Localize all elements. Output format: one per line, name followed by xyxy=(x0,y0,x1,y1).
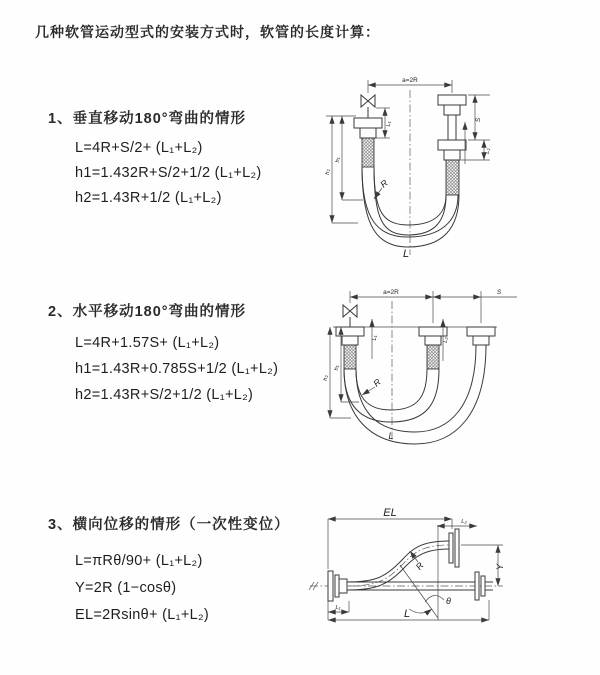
dim-label-el: EL xyxy=(383,507,397,519)
dim-el xyxy=(328,507,452,569)
dim-label-r: R xyxy=(371,376,383,389)
dim-label-l1: L₁ xyxy=(386,121,392,127)
formula-line: h2=1.43R+1/2 (L₁+L₂) xyxy=(75,190,222,206)
right-pipe-assembly xyxy=(438,95,466,195)
dim-label-l1: L₁ xyxy=(335,605,341,611)
radius-callout xyxy=(410,551,426,572)
dim-label-l2: L₂ xyxy=(485,148,491,154)
left-pipe-assembly xyxy=(336,305,364,369)
dim-label-h1: h₁ xyxy=(335,157,341,163)
flange xyxy=(438,140,466,150)
flange xyxy=(336,327,364,336)
section1-heading: 1、垂直移动180°弯曲的情形 xyxy=(48,111,247,127)
dim-label-h2: h₂ xyxy=(323,375,329,381)
dim-h1-h2 xyxy=(325,116,363,223)
dim-label-r: R xyxy=(378,177,390,190)
braided-hose-section xyxy=(344,345,356,369)
dim-label-h2: h₂ xyxy=(325,169,331,175)
left-flange xyxy=(328,571,347,601)
hose-u-curves xyxy=(362,167,459,247)
formula-line: Y=2R (1−cosθ) xyxy=(75,580,177,596)
page-title: 几种软管运动型式的安装方式时，软管的长度计算： xyxy=(35,24,380,40)
radius-callout xyxy=(362,376,383,395)
displaced-hose-s-curve xyxy=(347,541,449,590)
flange xyxy=(467,327,495,336)
dim-label-l2: L₂ xyxy=(443,337,449,343)
dim-a2r-s xyxy=(350,289,517,323)
dim-label-y: Y xyxy=(495,563,505,571)
braided-hose-section xyxy=(446,160,459,195)
formula-line: L=4R+1.57S+ (L₁+L₂) xyxy=(75,335,220,351)
diagram-horizontal-move-180 xyxy=(315,283,600,450)
dim-label-l: L xyxy=(402,248,410,260)
section3-heading: 3、横向位移的情形（一次性变位） xyxy=(48,517,290,533)
valve-icon xyxy=(361,95,375,107)
dim-label-theta: θ xyxy=(446,596,451,606)
right-pipe-assembly xyxy=(467,327,495,345)
dim-label-l1: L₁ xyxy=(372,335,378,341)
braided-hose-section xyxy=(362,138,374,167)
section2-heading: 2、水平移动180°弯曲的情形 xyxy=(48,304,247,320)
dim-label-h1: h₁ xyxy=(334,365,340,371)
section3-formulas xyxy=(75,548,290,629)
braided-hose-section xyxy=(427,345,439,369)
dim-label-l: L xyxy=(403,608,411,620)
formula-line: L=4R+S/2+ (L₁+L₂) xyxy=(75,140,203,156)
flange xyxy=(354,118,382,128)
left-pipe-assembly xyxy=(354,95,382,167)
flange xyxy=(438,95,466,105)
diagram-vertical-move-180 xyxy=(318,72,600,262)
section-horizontal-move xyxy=(48,300,278,408)
dim-label-s: S xyxy=(496,289,502,296)
hose-u-curves xyxy=(344,345,486,444)
formula-line: h1=1.432R+S/2+1/2 (L₁+L₂) xyxy=(75,165,262,181)
dim-label-l2: L₂ xyxy=(461,519,467,525)
section1-formulas xyxy=(75,136,262,211)
dim-label-r: R xyxy=(413,560,426,572)
dim-label-a2r: a=2R xyxy=(383,289,399,296)
formula-line: EL=2Rsinθ+ (L₁+L₂) xyxy=(75,607,210,623)
radius-callout xyxy=(374,177,390,199)
dim-label-l: L xyxy=(388,431,394,441)
dim-l-bottom xyxy=(328,600,489,620)
formula-line: h1=1.43R+0.785S+1/2 (L₁+L₂) xyxy=(75,361,279,377)
formula-line: h2=1.43R+S/2+1/2 (L₁+L₂) xyxy=(75,387,254,403)
formula-line: L=πRθ/90+ (L₁+L₂) xyxy=(75,553,203,569)
diagram-lateral-displacement xyxy=(305,505,600,650)
displaced-right-flange xyxy=(449,529,459,567)
valve-icon xyxy=(343,305,357,317)
section2-formulas xyxy=(75,330,278,408)
dim-label-a2r: a=2R xyxy=(402,77,418,84)
dim-label-s: S xyxy=(475,117,482,123)
dim-l1 xyxy=(328,601,349,612)
section-lateral-displacement xyxy=(48,513,290,629)
section-vertical-move xyxy=(48,107,262,211)
